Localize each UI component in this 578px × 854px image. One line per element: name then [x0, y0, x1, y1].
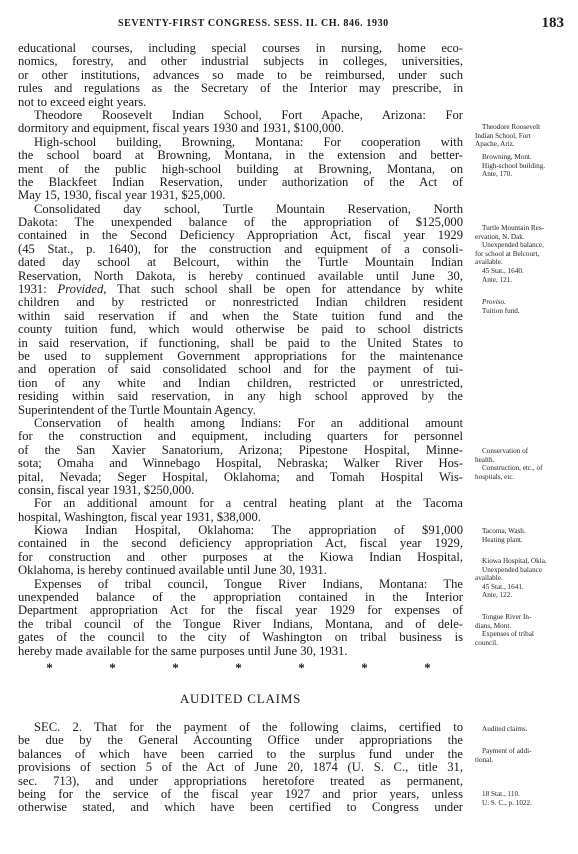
- text-line: not to exceed eight years.: [18, 95, 147, 109]
- star: *: [298, 659, 305, 675]
- text-fragment: That such school shall be open for attendance by white: [106, 283, 463, 297]
- margin-note-line: Payment of addi-: [482, 747, 532, 755]
- page-number: 183: [541, 15, 564, 31]
- margin-note-line: council.: [475, 638, 498, 647]
- margin-note-line: Ante, 170.: [482, 170, 513, 179]
- text-line: for the construction and equipment, including quarters for personnel: [18, 430, 463, 444]
- margin-note-line: Construction, etc., of: [482, 464, 543, 473]
- section-separator-stars: [18, 661, 463, 675]
- text-line: For an additional amount for a central heating plant at the Tacoma: [34, 497, 463, 511]
- margin-note-line: Ante, 121.: [482, 275, 513, 284]
- text-line: educational courses, including special courses in nursing, home eco-: [18, 42, 463, 55]
- text-line: be used to supplement Government appropriations for the maintenance: [18, 349, 463, 363]
- text-line: Oklahoma, is hereby continued available until June 30, 1931.: [18, 564, 327, 578]
- text-line: gates of the council to the city of Washington on tribal business is: [18, 631, 463, 645]
- text-line: consin, fiscal year 1931, $250,000.: [18, 483, 195, 497]
- margin-note-line: available.: [475, 574, 503, 583]
- margin-note-roosevelt-school: [475, 123, 571, 149]
- text-line: unexpended balance of the appropriation contained in the Interior: [18, 591, 463, 605]
- text-line: Reservation, North Dakota, is hereby continued available until June 30,: [18, 269, 463, 283]
- text-line: nomics, forestry, and other industrial subjects in colleges, universities,: [18, 55, 463, 69]
- text-line: dormitory and equipment, fiscal years 1930 and 1931, $100,000.: [18, 122, 344, 136]
- margin-note-line: Indian School, Fort: [475, 131, 531, 140]
- margin-note-line: U. S. C., p. 1022.: [482, 798, 532, 807]
- margin-note-line: High-school building.: [482, 161, 546, 170]
- text-line: or other institutions, advances so made to be reimbursed, under such: [18, 68, 463, 82]
- margin-note-line: ervation, N. Dak.: [475, 232, 525, 241]
- text-line: be due by the General Accounting Office under appropriations the: [18, 734, 463, 748]
- proviso-line: [18, 283, 463, 296]
- text-line: Dakota: The unexpended balance of the appropriation of $125,000: [18, 216, 463, 230]
- margin-note-audited-claims: [475, 725, 571, 734]
- text-line: tion of any white and Indian children, restricted or unrestricted,: [18, 376, 463, 390]
- margin-note-line: available.: [475, 258, 503, 267]
- text-line: Expenses of tribal council, Tongue River Indians, Montana: The: [34, 577, 463, 591]
- margin-note-kiowa: [475, 557, 571, 600]
- margin-note-line: Theodore Roosevelt: [482, 123, 541, 131]
- margin-note-line: 45 Stat., 1640.: [482, 266, 524, 275]
- margin-note-line: Tuition fund.: [482, 306, 520, 315]
- margin-note-line: 45 Stat., 1641.: [482, 582, 524, 591]
- text-line: May 15, 1930, fiscal year 1931, $25,000.: [18, 189, 226, 203]
- text-line: dated day school at Belcourt, within the Turtle Mountain Indian: [18, 256, 463, 270]
- text-line: Kiowa Indian Hospital, Oklahoma: The appropriation of $91,000: [34, 524, 463, 538]
- margin-note-line: Apache, Ariz.: [475, 140, 515, 149]
- text-line: Conservation of health among Indians: For an additional amount: [34, 416, 463, 430]
- text-line: rules and regulations as the Secretary of the Interior may prescribe, in: [18, 82, 463, 96]
- text-line: contained in the Second Deficiency Appropriation Act, fiscal year 1929: [18, 229, 463, 243]
- margin-note-line: 18 Stat., 110.: [482, 790, 520, 798]
- text-line: in said reservation, if functioning, shall be paid to the United States to: [18, 336, 463, 350]
- text-line: provisions of section 5 of the Act of June 20, 1874 (U. S. C., title 31,: [18, 761, 463, 775]
- text-line: hospital, Washington, fiscal year 1931, $38,000.: [18, 510, 261, 524]
- text-line: Department appropriation Act for the fiscal year 1929 for expenses of: [18, 604, 463, 618]
- margin-note-line: Unexpended balance,: [482, 241, 544, 250]
- margin-note-line: health.: [475, 455, 495, 464]
- text-line: Superintendent of the Turtle Mountain Agency.: [18, 403, 256, 417]
- margin-note-line: Unexpended balance: [482, 565, 543, 574]
- text-line: balances of which have been carried to the surplus fund under the: [18, 747, 463, 761]
- margin-note-line: for school at Belcourt,: [475, 249, 540, 258]
- margin-note-line: hospitals, etc.: [475, 472, 515, 481]
- text-line: Consolidated day school, Turtle Mountain Reservation, North: [34, 202, 463, 216]
- margin-note-line: Proviso.: [482, 298, 506, 306]
- running-header: [0, 14, 578, 36]
- margin-note-line: Tongue River In-: [482, 613, 532, 621]
- margin-note-tacoma: [475, 527, 571, 544]
- text-line: for construction and other purposes at the Kiowa Indian Hospital,: [18, 550, 463, 564]
- text-line: and operation of said consolidated school and for the payment of tui-: [18, 363, 463, 377]
- margin-note-payment: [475, 747, 571, 764]
- star: *: [424, 659, 431, 675]
- star: *: [172, 659, 179, 675]
- text-line: pital, Nevada; Seger Hospital, Oklahoma; and Tomah Hospital Wis-: [18, 470, 463, 484]
- text-line: (45 Stat., p. 1640), for the construction and equipment of a consoli-: [18, 242, 463, 256]
- margin-note-conservation-health: [475, 447, 571, 481]
- margin-note-browning: [475, 153, 571, 179]
- running-title: SEVENTY-FIRST CONGRESS. SESS. II. CH. 846. 1930: [118, 18, 389, 29]
- margin-note-line: Turtle Mountain Res-: [482, 224, 545, 232]
- text-line: High-school building, Browning, Montana: For cooperation with: [34, 135, 463, 149]
- text-line: the school board at Browning, Montana, in the extension and better-: [18, 149, 463, 163]
- text-fragment: 1931:: [18, 283, 47, 297]
- text-line: sota; Omaha and Winnebago Hospital, Nebraska; Walker River Hos-: [18, 457, 463, 471]
- margin-note-line: Conservation of: [482, 447, 529, 455]
- margin-note-turtle-mountain: [475, 224, 571, 284]
- text-line: ment of the public high-school building at Browning, Montana, on: [18, 162, 463, 176]
- margin-note-line: Audited claims.: [482, 725, 528, 733]
- text-line: the tribal council of the Tongue River Indians, Montana, and of dele-: [18, 617, 463, 631]
- text-line: otherwise stated, and which have been certified to Congress under: [18, 801, 463, 815]
- star: *: [235, 659, 242, 675]
- text-line: hereby made available for the same purposes until June 30, 1931.: [18, 644, 348, 658]
- text-line: the Blackfeet Indian Reservation, under authorization of the Act of: [18, 175, 463, 189]
- margin-note-line: Kiowa Hospital, Okla.: [482, 557, 547, 565]
- text-line: being for the service of the fiscal year 1927 and prior years, unless: [18, 787, 463, 801]
- text-line: within said reservation if and when the State tuition fund and the: [18, 309, 463, 323]
- margin-note-proviso: [475, 298, 571, 315]
- text-line: of the San Xavier Sanatorium, Arizona; Pipestone Hospital, Minne-: [18, 443, 463, 457]
- margin-note-line: Expenses of tribal: [482, 630, 534, 639]
- section-title: AUDITED CLAIMS: [179, 690, 302, 706]
- text-line: SEC. 2. That for the payment of the following claims, certified to: [34, 720, 463, 734]
- text-line: contained in the second deficiency appropriation Act, fiscal year 1929,: [18, 537, 463, 551]
- text-line: Theodore Roosevelt Indian School, Fort Apache, Arizona: For: [34, 108, 463, 122]
- text-line: county tuition fund, which would otherwise be paid to school districts: [18, 323, 463, 337]
- text-line: sec. 713), and under appropriations heretofore treated as permanent,: [18, 774, 463, 788]
- margin-note-line: Heating plant.: [482, 535, 523, 544]
- margin-note-tongue-river: [475, 613, 571, 647]
- text-line: children and by restricted or nonrestricted Indian children resident: [18, 296, 463, 310]
- margin-note-line: dians, Mont.: [475, 621, 512, 630]
- margin-note-line: Browning, Mont.: [482, 153, 532, 161]
- star: *: [361, 659, 368, 675]
- text-line: residing within said reservation, in any high school approved by the: [18, 390, 463, 404]
- margin-note-line: tional.: [475, 755, 494, 764]
- margin-note-line: Ante, 122.: [482, 591, 513, 600]
- proviso-word: Provided,: [57, 283, 107, 297]
- margin-note-line: Tacoma, Wash.: [482, 527, 526, 535]
- star: *: [46, 659, 53, 675]
- star: *: [109, 659, 116, 675]
- margin-note-statutes: [475, 790, 571, 807]
- main-text: [18, 42, 463, 815]
